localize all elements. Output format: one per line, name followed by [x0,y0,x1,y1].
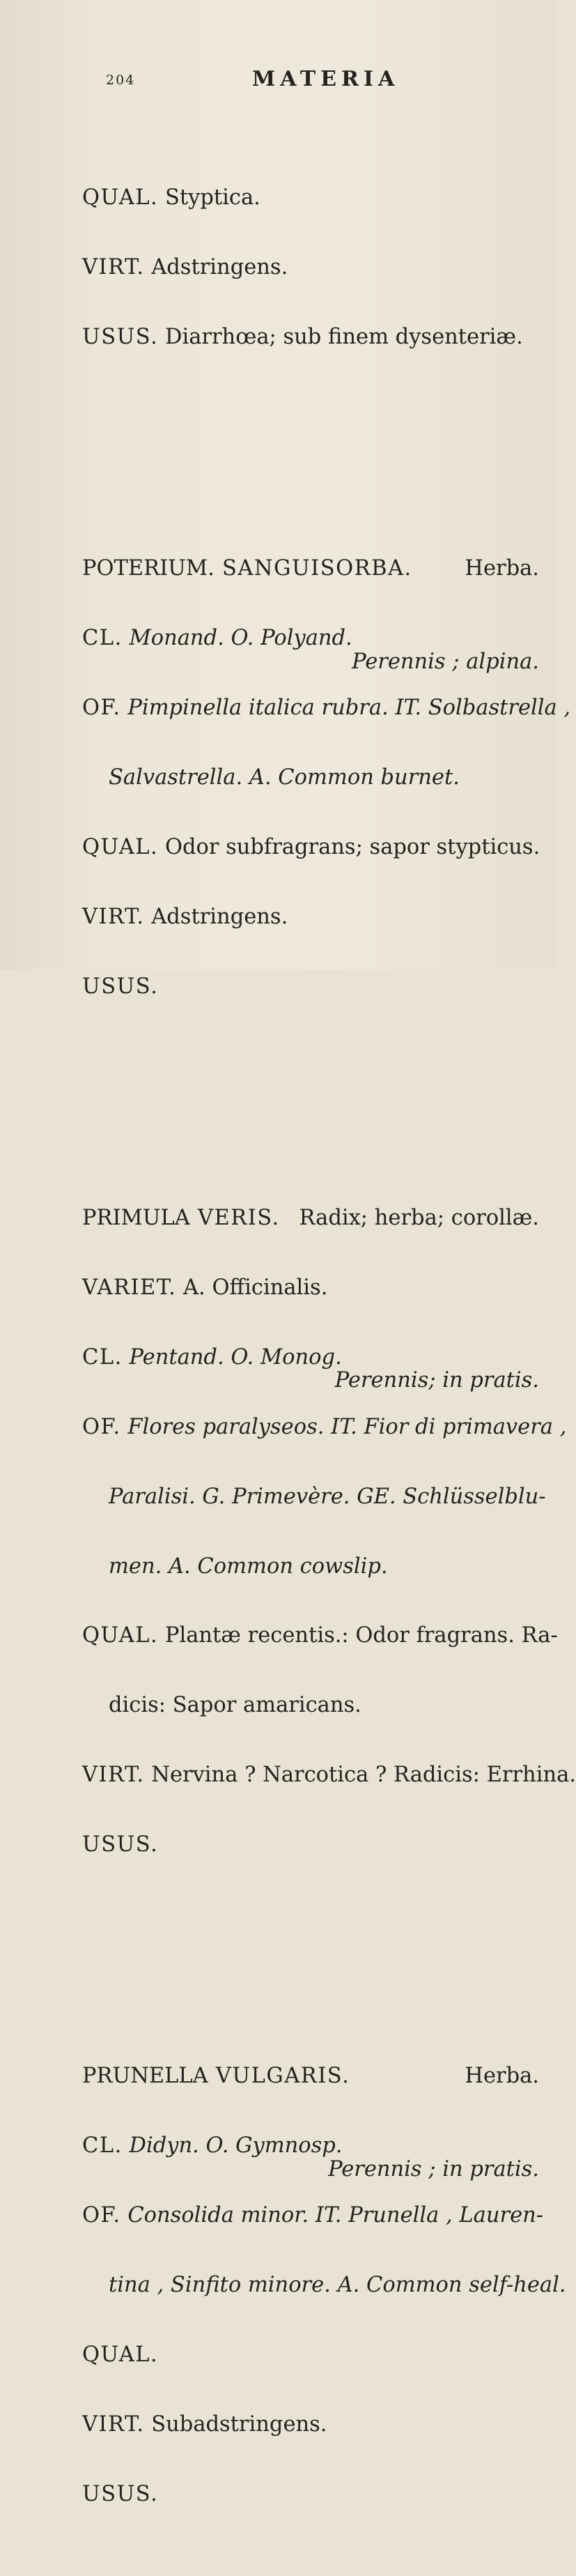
entry-species: SANGUISORBA. [214,556,412,581]
entry-text: Adstringens. [144,255,288,280]
entry-line [82,2273,566,2298]
entry-line [82,975,542,998]
entry-line [82,1623,558,1648]
entry-line [82,2483,542,2506]
page-header [106,66,440,93]
entry-line [82,186,542,209]
entry-line [82,1833,542,1856]
entry-label: USUS. [82,1832,159,1857]
entry-line [82,256,542,279]
entry-text: Pentand. O. Monog. [122,1344,342,1370]
entry-label: USUS. [82,324,159,349]
entry-name: PRUNELLA [82,2064,208,2089]
entry-text: A. Officinalis. [176,1275,328,1300]
entry-line [82,1694,542,1717]
entry-line [82,696,571,721]
entry-gap [82,1926,542,1972]
entry-heading [82,1206,542,1229]
entry-text: Subadstringens. [144,2412,327,2437]
entry-text: Styptica. [158,185,260,210]
entry-text: tina , Sinfito minore. A. Common self-heal. [109,2273,566,2298]
entry-text: Monand. O. Polyand. [122,626,352,651]
entry-label: USUS. [82,974,159,999]
entry-label: VARIET. [82,1275,177,1300]
entry-habitat: Perennis ; in pratis. [328,2156,539,2182]
entry-line [82,325,542,348]
entry-text: dicis: Sapor amaricans. [109,1693,361,1718]
entry-species: VERIS. [189,1206,280,1231]
entry-line [82,905,542,928]
entry-line [82,1763,576,1788]
entry-part-used: Herba. [465,2064,539,2089]
entry-line [82,766,542,789]
entry-part-used: Herba. [465,556,539,581]
entry-text: Didyn. O. Gymnosp. [122,2133,343,2159]
entry-text: Flores paralyseos. IT. Fior di primavera , [120,1414,567,1439]
entry-text: Paralisi. G. Primevère. GE. Schlüsselblu- [109,1484,546,1509]
entry-text: Pimpinella italica rubra. IT. Solbastrella , [120,696,571,721]
entry-label: QUAL. [82,834,159,859]
entry-habitat: Perennis ; alpina. [352,649,539,674]
entry-line [82,836,542,859]
entry-label: OF. [82,1414,121,1439]
entry-label: OF. [82,2203,121,2228]
entry-heading [82,557,542,580]
entry-label: CL. [82,2133,123,2159]
entry-gap [82,418,542,464]
entry-label: OF. [82,696,121,721]
entry-heading [82,2064,542,2087]
entry-label: VIRT. [82,255,145,280]
entry-line [82,1414,567,1439]
entry-line [82,2343,542,2366]
entry-label: VIRT. [82,1763,145,1788]
running-title: MATERIA [252,67,400,91]
entry-label: QUAL. [82,2343,159,2368]
entry-species: VULGARIS. [208,2064,350,2089]
entry-label: QUAL. [82,1623,159,1648]
entry-name: PRIMULA [82,1206,190,1231]
entry-name: POTERIUM. [82,556,215,581]
entry-label: QUAL. [82,185,159,210]
entries-text [82,93,576,2575]
entry-line [82,1555,542,1578]
entry-line [82,2133,542,2182]
entry-text: Plantæ recentis.: Odor fragrans. Ra- [158,1623,558,1648]
entry-line [82,626,542,674]
entry-label: VIRT. [82,2412,145,2437]
entry-text: men. A. Common cowslip. [109,1554,388,1579]
entry-text: Odor subfragrans; sapor stypticus. [158,834,540,859]
entry-line [82,1276,542,1299]
entry-line [82,1484,546,1509]
entry-line [82,2413,542,2436]
entry-text: Consolida minor. IT. Prunella , Lauren- [120,2203,544,2228]
entry-text: Adstringens. [144,904,288,929]
page-number: 204 [106,72,136,88]
entry-text: Nervina ? Narcotica ? Radicis: Errhina. [144,1763,576,1788]
entry-part-used: Radix; herba; corollæ. [299,1206,539,1231]
entry-gap [82,1068,542,1114]
entry-line [82,1344,542,1393]
entry-label: VIRT. [82,904,145,929]
entry-text: Salvastrella. A. Common burnet. [109,765,460,790]
entry-label: CL. [82,626,123,651]
entry-line [82,2204,542,2227]
entry-text: Diarrhœa; sub finem dysenteriæ. [158,324,523,349]
entry-label: CL. [82,1344,123,1370]
entry-label: USUS. [82,2481,159,2506]
entry-habitat: Perennis; in pratis. [334,1368,539,1393]
